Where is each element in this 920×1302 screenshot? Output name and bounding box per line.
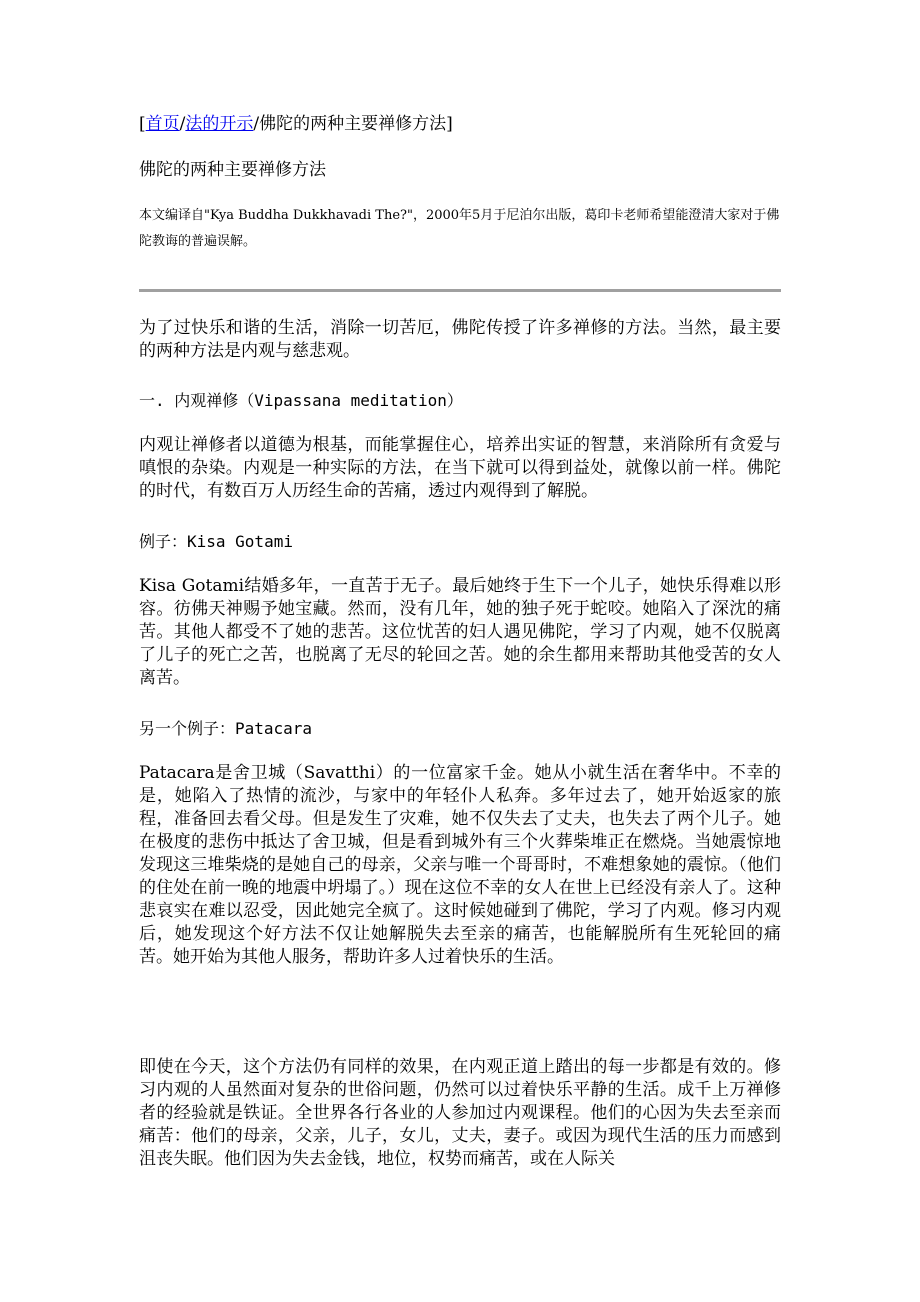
breadcrumb-current: 佛陀的两种主要禅修方法 [259, 114, 447, 134]
section-heading-vipassana: 一. 内观禅修（Vipassana meditation） [139, 391, 463, 410]
paragraph-2: 内观让禅修者以道德为根基，而能掌握住心，培养出实证的智慧，来消除所有贪爱与嗔恨的杂染。内观是一种实际的方法，在当下就可以得到益处，就像以前一样。佛陀的时代，有数百万人历经生命的苦痛，透过内观得到了解脱。 [139, 435, 781, 501]
paragraph-5: 即使在今天，这个方法仍有同样的效果，在内观正道上踏出的每一步都是有效的。修习内观的人虽然面对复杂的世俗问题，仍然可以过着快乐平静的生活。成千上万禅修者的经验就是铁证。全世界各行各业的人参加过内观课程。他们的心因为失去至亲而痛苦：他们的母亲，父亲，儿子，女儿，丈夫，妻子。或因为现代生活的压力而感到沮丧失眠。他们因为失去金钱，地位，权势而痛苦，或在人际关 [139, 1057, 781, 1169]
paragraph-4: Patacara是舍卫城（Savatthi）的一位富家千金。她从小就生活在奢华中。不幸的是，她陷入了热情的流沙，与家中的年轻仆人私奔。多年过去了，她开始返家的旅程，准备回去看父母。但是发生了灾难，她不仅失去了丈夫，也失去了两个儿子。她在极度的悲伤中抵达了舍卫城，但是看到城外有三个火葬柴堆正在燃烧。当她震惊地发现这三堆柴烧的是她自己的母亲，父亲与唯一个哥哥时，不难想象她的震惊。（他们的住处在前一晚的地震中坍塌了。）现在这位不幸的女人在世上已经没有亲人了。这种悲哀实在难以忍受，因此她完全疯了。这时候她碰到了佛陀，学习了内观。修习内观后，她发现这个好方法不仅让她解脱失去至亲的痛苦，也能解脱所有生死轮回的痛苦。她开始为其他人服务，帮助许多人过着快乐的生活。 [139, 763, 781, 967]
breadcrumb-separator: / [179, 114, 186, 134]
paragraph-3: Kisa Gotami结婚多年，一直苦于无子。最后她终于生下一个儿子，她快乐得难以形容。彷佛天神赐予她宝藏。然而，没有几年，她的独子死于蛇咬。她陷入了深沈的痛苦。其他人都受不了她的悲苦。这位忧苦的妇人遇见佛陀，学习了内观，她不仅脱离了儿子的死亡之苦，也脱离了无尽的轮回之苦。她的余生都用来帮助其他受苦的女人离苦。 [139, 576, 781, 688]
breadcrumb-close-bracket: ] [446, 114, 453, 134]
breadcrumb-separator: / [253, 114, 260, 134]
horizontal-divider [139, 289, 781, 292]
article-intro: 本文编译自"Kya Buddha Dukkhavadi The?"，2000年5月于尼泊尔出版，葛印卡老师希望能澄清大家对于佛陀教诲的普遍误解。 [139, 208, 780, 249]
breadcrumb-open-bracket: [ [139, 114, 146, 134]
section-heading-kisa-gotami: 例子：Kisa Gotami [139, 532, 293, 551]
paragraph-1: 为了过快乐和谐的生活，消除一切苦厄，佛陀传授了许多禅修的方法。当然，最主要的两种方法是内观与慈悲观。 [139, 318, 781, 361]
article-title: 佛陀的两种主要禅修方法 [139, 160, 326, 180]
breadcrumb-category-link[interactable]: 法的开示 [185, 114, 254, 134]
section-heading-patacara: 另一个例子：Patacara [139, 719, 313, 738]
breadcrumb [139, 112, 453, 136]
breadcrumb-home-link[interactable]: 首页 [145, 114, 180, 134]
